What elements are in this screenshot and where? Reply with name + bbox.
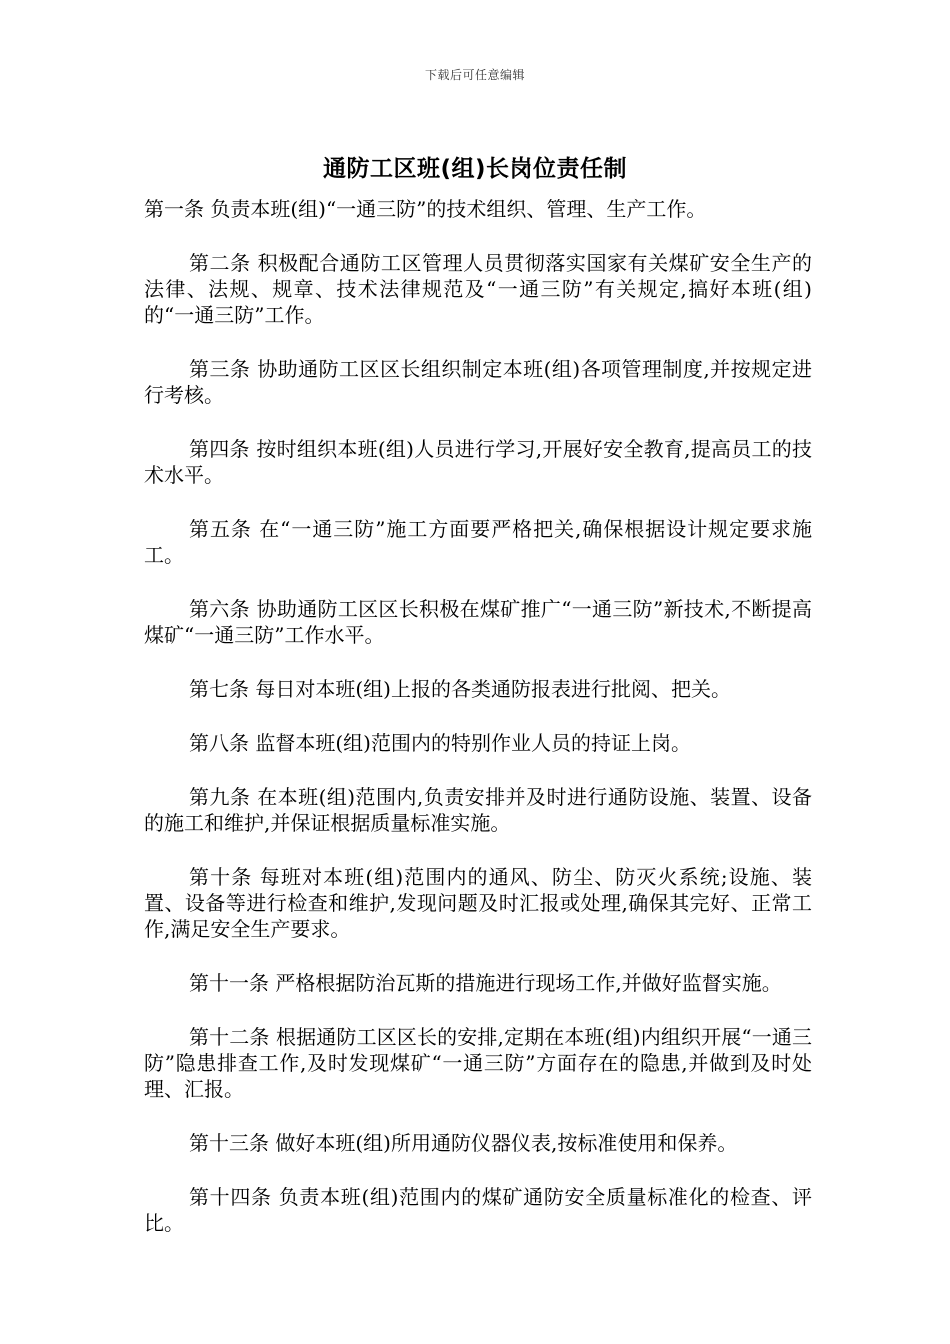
article-5: 第五条 在“一通三防”施工方面要严格把关,确保根据设计规定要求施工。	[144, 517, 812, 567]
article-4: 第四条 按时组织本班(组)人员进行学习,开展好安全教育,提高员工的技术水平。	[144, 437, 812, 487]
document-body	[144, 196, 812, 1264]
article-2: 第二条 积极配合通防工区管理人员贯彻落实国家有关煤矿安全生产的法律、法规、规章、技术法律规范及“一通三防”有关规定,搞好本班(组)的“一通三防”工作。	[144, 251, 812, 327]
article-7: 第七条 每日对本班(组)上报的各类通防报表进行批阅、把关。	[189, 677, 731, 701]
article-1: 第一条 负责本班(组)“一通三防”的技术组织、管理、生产工作。	[144, 197, 707, 221]
article-10: 第十条 每班对本班(组)范围内的通风、防尘、防灭火系统;设施、装置、设备等进行检查和维护,发现问题及时汇报或处理,确保其完好、正常工作,满足安全生产要求。	[144, 865, 812, 941]
article-3: 第三条 协助通防工区区长组织制定本班(组)各项管理制度,并按规定进行考核。	[144, 357, 812, 407]
article-6: 第六条 协助通防工区区长积极在煤矿推广“一通三防”新技术,不断提高煤矿“一通三防”工作水平。	[144, 597, 812, 647]
article-8: 第八条 监督本班(组)范围内的特别作业人员的持证上岗。	[189, 731, 691, 755]
article-14: 第十四条 负责本班(组)范围内的煤矿通防安全质量标准化的检查、评比。	[144, 1185, 812, 1235]
article-9: 第九条 在本班(组)范围内,负责安排并及时进行通防设施、装置、设备的施工和维护,并保证根据质量标准实施。	[144, 785, 812, 835]
article-13: 第十三条 做好本班(组)所用通防仪器仪表,按标准使用和保养。	[189, 1131, 738, 1155]
article-12: 第十二条 根据通防工区区长的安排,定期在本班(组)内组织开展“一通三防”隐患排查工作,及时发现煤矿“一通三防”方面存在的隐患,并做到及时处理、汇报。	[144, 1025, 812, 1101]
document-title: 通防工区班(组)长岗位责任制	[322, 156, 628, 182]
article-11: 第十一条 严格根据防治瓦斯的措施进行现场工作,并做好监督实施。	[189, 971, 782, 995]
header-note: 下载后可任意编辑	[424, 68, 525, 82]
